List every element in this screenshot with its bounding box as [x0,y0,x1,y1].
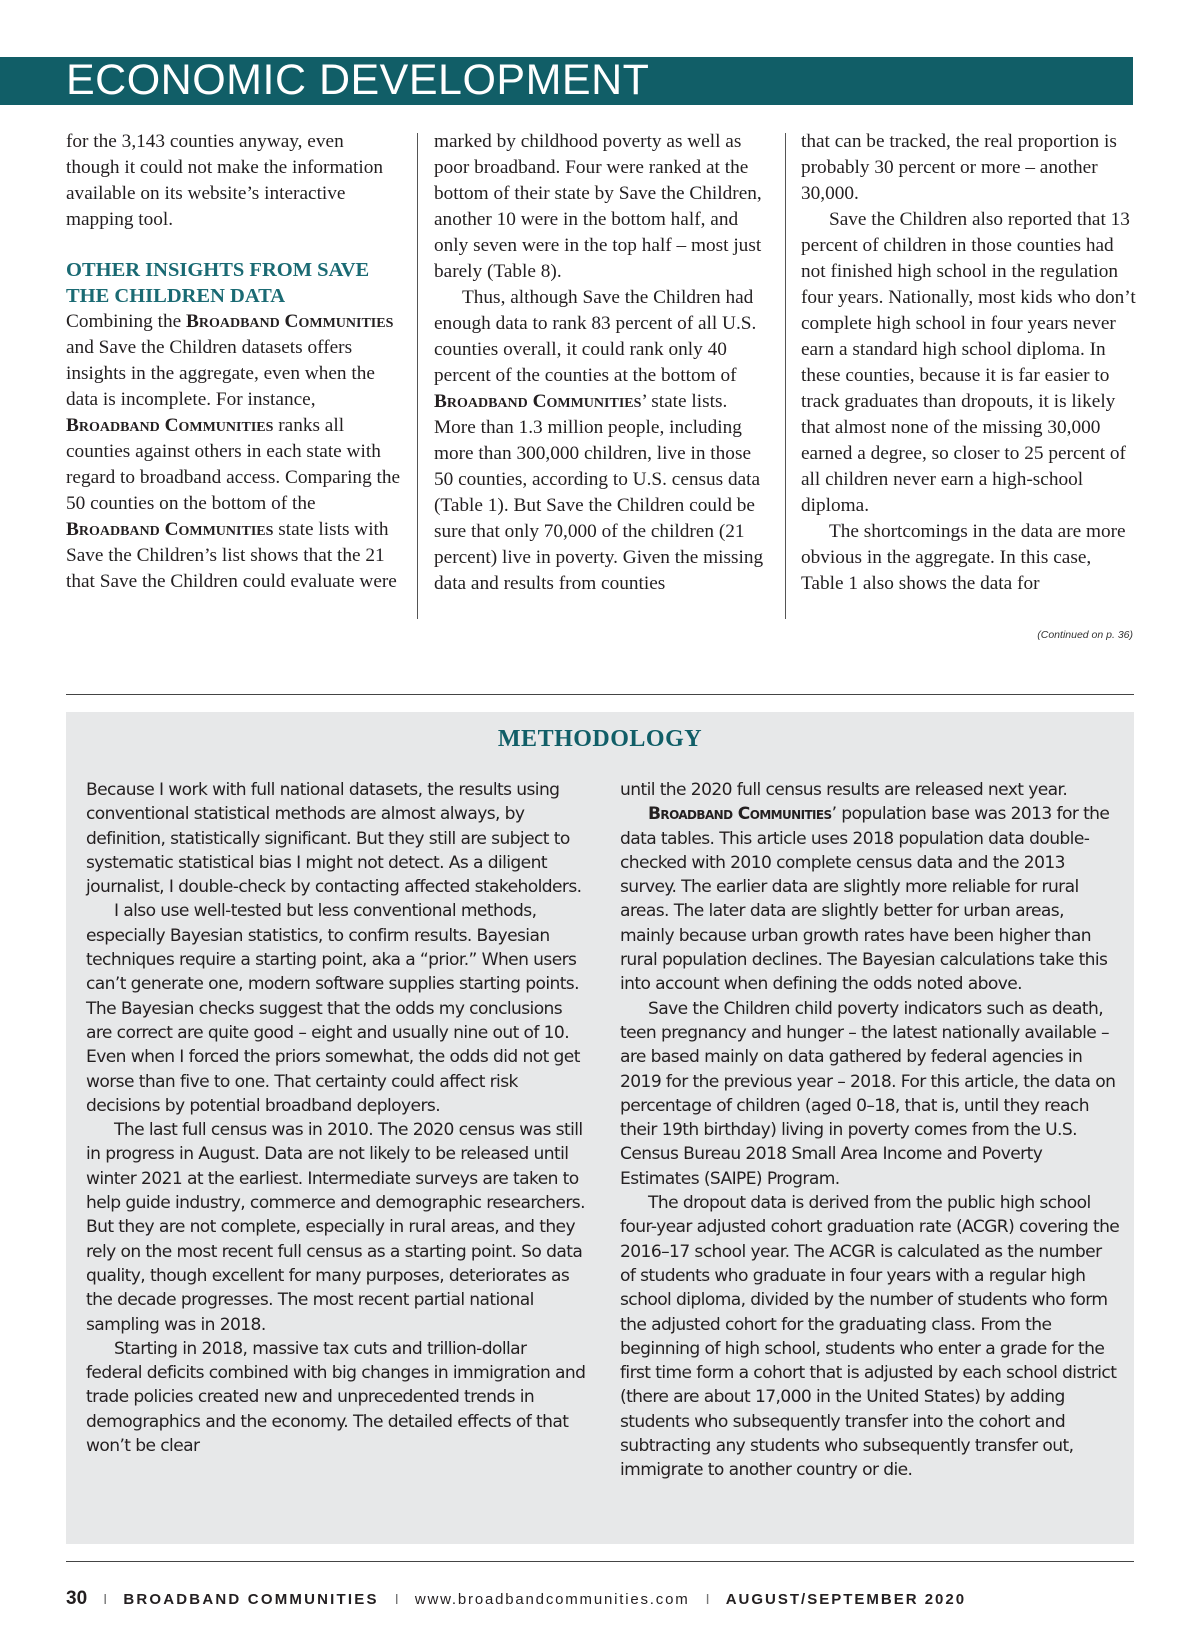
magazine-name: Broadband Communities [66,415,274,436]
page-footer [66,1588,1134,1610]
methodology-column-left [86,778,586,1458]
paragraph: Save the Children also reported that 13 percent of children in those counties had not finished high school in the regulation four years. Nationally, most kids who don’t complete high school in four years never earn a standard high school diploma. In these counties, because it is far easier to track graduates than dropouts, it is likely that almost none of the missing 30,000 earned a degree, so closer to 25 percent of all children never earn a high-school diploma. [801,209,1136,516]
issue-date: AUGUST/SEPTEMBER 2020 [725,1591,967,1608]
paragraph: that can be tracked, the real proportion is probably 30 percent or more – another 30,000. [801,131,1117,204]
paragraph: marked by childhood poverty as well as poor broadband. Four were ranked at the bottom of their state by Save the Children, another 10 were in the bottom half, and only seven were in the top half – most just barely (Table 8). [434,131,762,282]
methodology-title: METHODOLOGY [497,726,703,752]
magazine-name: Broadband Communities [185,311,394,332]
divider [66,694,1134,695]
magazine-name: Broadband Communities [648,804,832,825]
footer-separator: I [394,1591,399,1608]
paragraph: Thus, although Save the Children had enough data to rank 83 percent of all U.S. counties overall, it could rank only 40 percent of the counties at the bottom of Broadband Communities’ state lists. More than 1.3 million people, including more than 300,000 children, live in those 50 counties, according to U.S. census data (Table 1). But Save the Children could be sure that only 70,000 of the children (21 percent) live in poverty. Given the missing data and results from counties [434,287,764,594]
section-title: ECONOMIC DEVELOPMENT [66,56,650,104]
website-url: www.broadbandcommunities.com [414,1591,690,1608]
footer-separator: I [705,1591,710,1608]
paragraph: I also use well-tested but less conventional methods, especially Bayesian statistics, to confirm results. Bayesian techniques require a starting point, aka a “prior.” When users can’t generate one, modern software supplies starting points. The Bayesian checks suggest that the odds my conclusions are correct are quite good – eight and usually nine out of 10. Even when I forced the priors somewhat, the odds did not get worse than five to one. That certainty could affect risk decisions by potential broadband deployers. [86,901,580,1116]
paragraph: The shortcomings in the data are more obvious in the aggregate. In this case, Table 1 also shows the data for [801,521,1126,594]
article-column-3 [801,129,1137,597]
subhead: OTHER INSIGHTS FROM SAVE THE CHILDREN DATA [66,259,370,307]
methodology-column-right [620,778,1120,1483]
paragraph: for the 3,143 counties anyway, even though it could not make the information available on its website’s interactive mapping tool. [66,131,384,230]
article-column-1 [66,129,402,595]
methodology-box [66,712,1134,1544]
continued-note: (Continued on p. 36) [1037,629,1133,641]
footer-divider [66,1561,1134,1562]
column-divider [785,133,786,619]
paragraph: Starting in 2018, massive tax cuts and trillion-dollar federal deficits combined with big changes in immigration and trade policies created new and unprecedented trends in demographics and the economy. The detailed effects of that won’t be clear [86,1338,586,1457]
page-number: 30 [66,1588,88,1609]
paragraph: The dropout data is derived from the public high school four-year adjusted cohort graduation rate (ACGR) covering the 2016–17 school year. The ACGR is calculated as the number of students who graduate in four years with a regular high school diploma, divided by the number of students who form the adjusted cohort for the graduating class. From the beginning of high school, students who enter a grade for the first time form a cohort that is adjusted by each school district (there are about 17,000 in the United States) by adding students who subsequently transfer into the cohort and subtracting any students who subsequently transfer out, immigrate to another country or die. [620,1193,1120,1481]
paragraph: until the 2020 full census results are released next year. [620,780,1068,800]
paragraph: Broadband Communities’ population base was 2013 for the data tables. This article uses 2018 population data double-checked with 2010 complete census data and the 2013 survey. The earlier data are slightly more reliable for rural areas. The later data are slightly better for urban areas, mainly because urban growth rates have been higher than rural population declines. The Bayesian calculations take this into account when defining the odds noted above. [620,804,1110,995]
magazine-name: Broadband Communities [66,519,274,540]
article-column-2 [434,129,770,597]
paragraph: Combining the Broadband Communities and Save the Children datasets offers insights in the aggregate, even when the data is incomplete. For instance, Broadband Communities ranks all counties against others in each state with regard to broadband access. Comparing the 50 counties on the bottom of the Broadband Communities state lists with Save the Children’s list shows that the 21 that Save the Children could evaluate were [66,311,401,592]
column-divider [417,133,418,619]
paragraph: The last full census was in 2010. The 2020 census was still in progress in August. Data are not likely to be released until winter 2021 at the earliest. Intermediate surveys are taken to help guide industry, commerce and demographic researchers. But they are not complete, especially in rural areas, and they rely on the most recent full census as a starting point. So data quality, though excellent for many purposes, deteriorates as the decade progresses. The most recent partial national sampling was in 2018. [86,1120,585,1335]
paragraph: Because I work with full national datasets, the results using conventional statistical methods are almost always, by definition, statistically significant. But they still are subject to systematic statistical bias I might not detect. As a diligent journalist, I double-check by contacting affected stakeholders. [86,780,582,898]
paragraph: Save the Children child poverty indicators such as death, teen pregnancy and hunger – the latest nationally available – are based mainly on data gathered by federal agencies in 2019 for the previous year – 2018. For this article, the data on percentage of children (aged 0–18, that is, until they reach their 19th birthday) living in poverty comes from the U.S. Census Bureau 2018 Small Area Income and Poverty Estimates (SAIPE) Program. [620,998,1116,1189]
magazine-name: Broadband Communities [434,391,642,412]
footer-separator: I [103,1591,108,1608]
magazine-title: BROADBAND COMMUNITIES [123,1591,379,1608]
